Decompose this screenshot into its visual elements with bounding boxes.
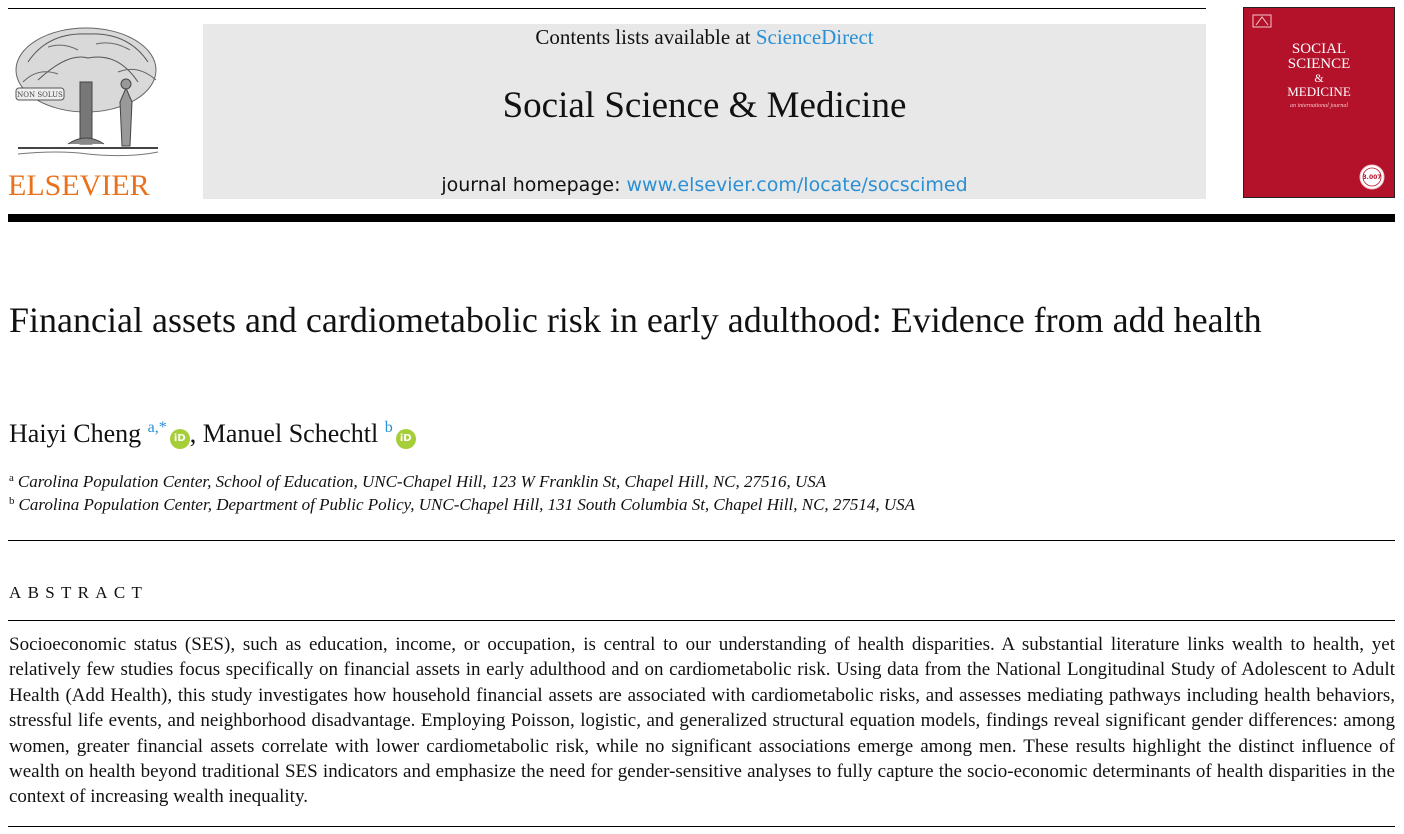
tree-logo-svg	[8, 22, 168, 167]
affiliation-text: Carolina Population Center, School of Education, UNC-Chapel Hill, 123 W Franklin St, Chapel Hill, NC, 27516, USA	[17, 472, 827, 491]
abstract-text: Socioeconomic status (SES), such as education, income, or occupation, is central to our understanding of health disparities. A substantial literature links wealth to health, yet relatively few studies focus specifically on financial assets in early adulthood and on cardiometabolic risk. Using data from the National Longitudinal Study of Adolescent to Adult Health (Add Health), this study investigates how household financial assets are associated with cardiometabolic risks, and assesses mediating pathways including health behaviors, stressful life events, and neighborhood disadvantage. Employing Poisson, logistic, and generalized structural equation models, findings reveal significant gender differences: among women, greater financial assets correlate with lower cardiometabolic risk, while no significant associations emerge among men. These results highlight the distinct influence of wealth on health beyond traditional SES indicators and emphasize the need for gender-sensitive analyses to fully capture the socio-economic determinants of health disparities in the context of increasing wealth inequality.	[9, 634, 1395, 808]
cover-title	[1244, 42, 1394, 99]
journal-cover-thumbnail[interactable]	[1243, 7, 1395, 198]
affiliation-marker: b	[9, 495, 15, 507]
svg-text:NON SOLUS: NON SOLUS	[17, 91, 63, 99]
cover-title-line: SCIENCE	[1287, 56, 1351, 72]
contents-line	[203, 24, 1206, 50]
cover-title-line: MEDICINE	[1287, 84, 1351, 99]
contents-prefix: Contents lists available at	[535, 25, 756, 49]
seal-value: 3.007	[1362, 174, 1382, 181]
article-title: Financial assets and cardiometabolic risk in early adulthood: Evidence from add health	[9, 300, 1262, 340]
homepage-prefix: journal homepage:	[441, 174, 627, 196]
impact-factor-seal-icon	[1359, 164, 1385, 190]
author-list	[9, 416, 909, 452]
abstract-heading: ABSTRACT	[9, 583, 149, 602]
homepage-link[interactable]: www.elsevier.com/locate/socscimed	[626, 174, 968, 196]
section-rule	[8, 620, 1395, 621]
affiliation-marker: a	[9, 472, 14, 484]
orcid-icon[interactable]: iD	[170, 429, 190, 449]
cover-title-line: SOCIAL	[1291, 41, 1347, 57]
header-thick-rule	[8, 214, 1395, 222]
top-rule	[8, 8, 1206, 9]
cover-subtitle: an international journal	[1289, 103, 1348, 109]
author-name[interactable]: Manuel Schechtl	[202, 419, 379, 448]
author-affiliation-marker[interactable]: a,*	[147, 419, 167, 436]
journal-title[interactable]: Social Science & Medicine	[502, 85, 907, 126]
homepage-line	[203, 172, 1206, 198]
affiliation-text: Carolina Population Center, Department of Public Policy, UNC-Chapel Hill, 131 South Columbia St, Chapel Hill, NC, 27514, USA	[18, 495, 916, 514]
author-separator: ,	[189, 419, 203, 448]
cover-title-line: &	[1314, 71, 1324, 85]
publisher-wordmark[interactable]: ELSEVIER	[8, 169, 150, 202]
author-affiliation-marker[interactable]: b	[384, 419, 393, 436]
cover-logo-icon	[1252, 14, 1272, 28]
affiliation	[9, 494, 1309, 516]
orcid-icon[interactable]: iD	[396, 429, 416, 449]
section-rule	[8, 540, 1395, 541]
affiliation	[9, 471, 1309, 493]
section-rule	[8, 826, 1395, 827]
author-name[interactable]: Haiyi Cheng	[9, 419, 142, 448]
sciencedirect-link[interactable]: ScienceDirect	[755, 25, 874, 49]
